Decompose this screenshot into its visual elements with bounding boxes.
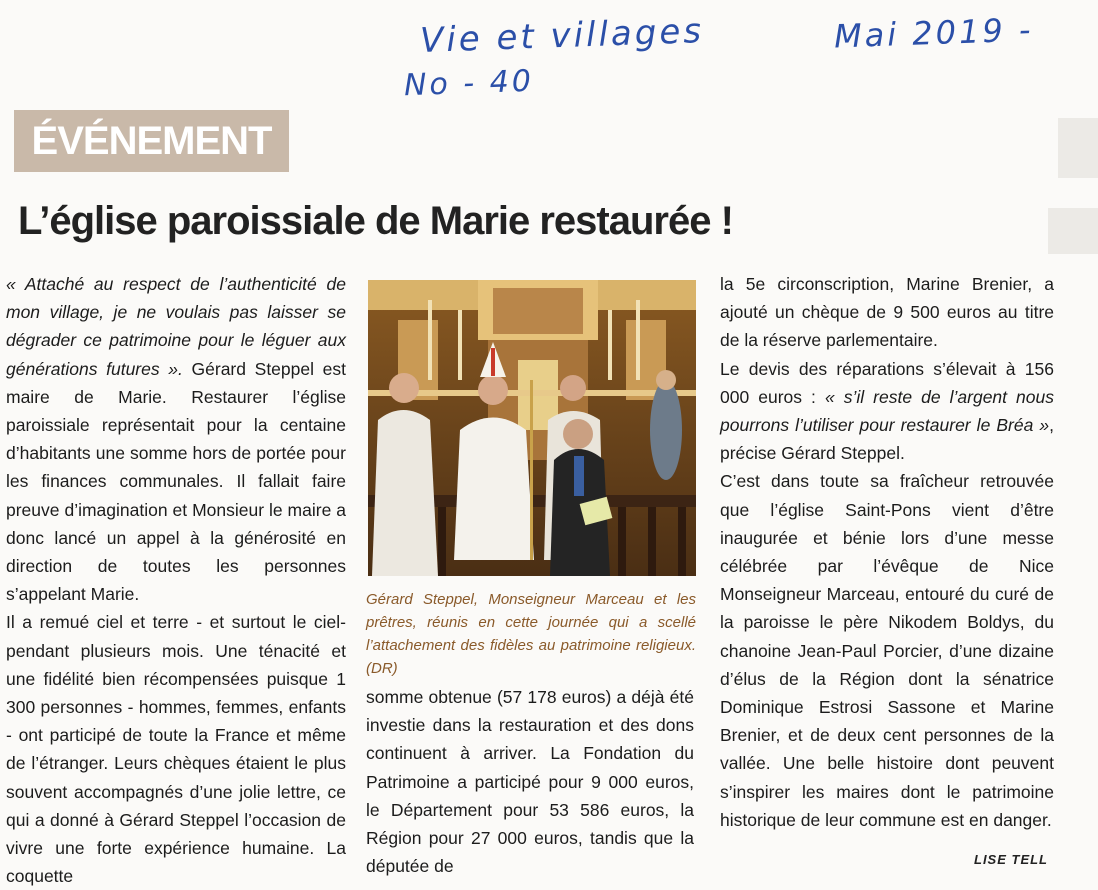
quote-lead: Le devis des réparations s’élevait à 156 000 euros :	[720, 358, 1054, 407]
quote-attribution: , précise Gérard Steppel.	[720, 415, 1054, 464]
paragraph	[720, 355, 1054, 468]
handwritten-date-note: Mai 2019 -	[833, 10, 1035, 56]
paragraph: la 5e circonscription, Marine Brenier, a ajouté un chèque de 9 500 euros au titre de la réserve parlementaire.	[720, 274, 1054, 351]
intro-text: Gérard Steppel est maire de Marie. Restaurer l’église paroissiale représentait pour la centaine d’habitants une somme hors de portée pour les finances communales. Il fallait faire preuve d’imagination et Monsieur le maire a donc lancé un appel à la générosité en direction de toutes les personnes s’appelant Marie.	[6, 358, 347, 605]
article-photo	[368, 280, 696, 576]
paragraph	[6, 270, 346, 608]
handwritten-publication-note: Vie et villages	[419, 11, 705, 61]
article-headline: L’église paroissiale de Marie restaurée !	[18, 199, 733, 243]
mayor-quote: « s’il reste de l’argent nous pourrons l’utiliser pour restaurer le Bréa »	[720, 386, 1055, 436]
paragraph: somme obtenue (57 178 euros) a déjà été investie dans la restauration et des dons continuent à arriver. La Fondation du Patrimoine a participé pour 9 000 euros, le Département pour 53 586 euros, la Région pour 27 000 euros, tandis que la députée de	[366, 687, 694, 877]
author-byline: LISE TELL	[974, 852, 1048, 867]
photo-caption: Gérard Steppel, Monseigneur Marceau et les prêtres, réunis en cette journée qui a scellé l’attachement des fidèles au patrimoine religieux. (DR)	[366, 591, 696, 677]
handwritten-issue-note: No - 40	[403, 63, 535, 104]
adjacent-page-ghost	[1058, 118, 1098, 178]
paragraph: Il a remué ciel et terre - et surtout le ciel- pendant plusieurs mois. Une ténacité et une fidélité bien récompensées puisque 1 300 personnes - hommes, femmes, enfants - ont participé de toute la France et même de l’étranger. Leurs chèques étaient le plus souvent accompagnés d’une jolie lettre, ce qui a donné à Gérard Steppel l’occasion de vivre une forte expérience humaine. La coquette	[6, 612, 346, 887]
article-column-left	[6, 270, 346, 890]
article-column-right	[720, 270, 1054, 834]
church-ceremony-illustration	[368, 280, 696, 576]
section-rubric: ÉVÉNEMENT	[14, 110, 289, 172]
article-column-middle	[366, 683, 694, 880]
opening-quote: « Attaché au respect de l’authenticité de mon village, je ne voulais pas laisser se dégrader ce patrimoine pour le léguer aux générations futures ».	[6, 274, 346, 379]
paragraph: C’est dans toute sa fraîcheur retrouvée que l’église Saint-Pons vient d’être inaugurée et bénie lors d’une messe célébrée par l’évêque de Nice Monseigneur Marceau, entouré du curé de la paroisse le père Nikodem Boldys, du chanoine Jean-Paul Porcier, d’une dizaine d’élus de la Région dont la sénatrice Dominique Estrosi Sassone et Marine Brenier, et de deux cent personnes de la vallée. Une belle histoire dont peuvent s’inspirer les maires dont le patrimoine historique de leur commune est en danger.	[720, 471, 1054, 830]
